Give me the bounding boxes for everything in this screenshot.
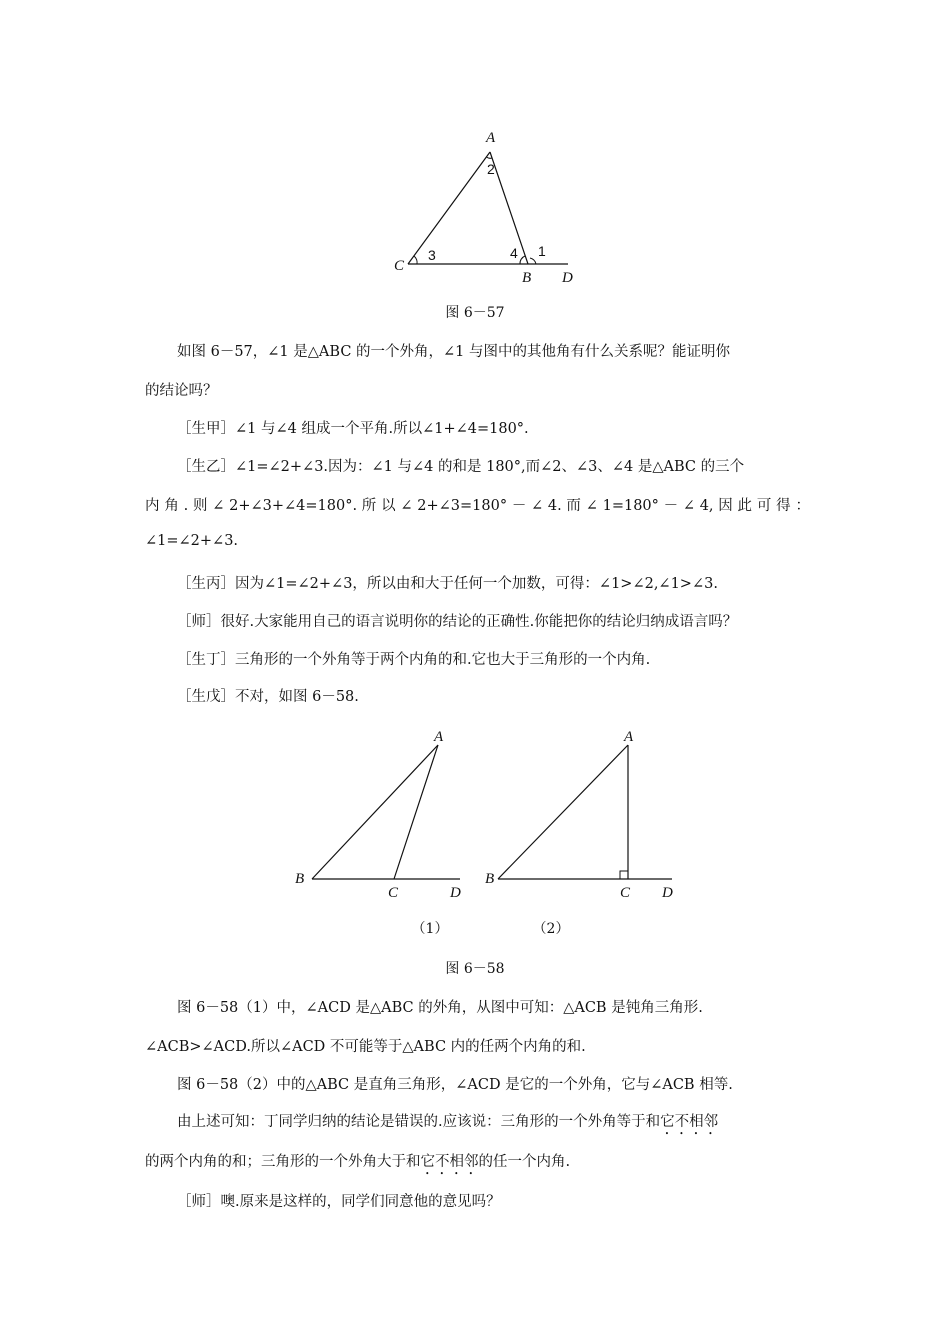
- conclusion-line-2: [145, 1150, 810, 1178]
- vertex-label-a: A: [486, 130, 496, 146]
- segment-ab: [490, 152, 528, 264]
- vertex-label-b: B: [522, 270, 532, 286]
- teacher-line-1: ［师］很好.大家能用自己的语言说明你的结论的正确性.你能把你的结论归纳成语言吗？: [177, 614, 738, 630]
- student-ding: ［生丁］三角形的一个外角等于两个内角的和.它也大于三角形的一个内角.: [177, 652, 651, 668]
- figure-6-58-1: [290, 725, 470, 905]
- student-bing: ［生丙］因为∠1=∠2+∠3，所以由和大于任何一个加数，可得：∠1>∠2,∠1>∠3.: [177, 576, 718, 592]
- vertex-label-c: C: [388, 885, 399, 901]
- angle-label-1: 1: [538, 243, 546, 259]
- question-line-2: 的结论吗？: [145, 383, 218, 399]
- student-jia: ［生甲］∠1 与∠4 组成一个平角.所以∠1+∠4=180°.: [177, 421, 529, 437]
- figure-6-58-2-caption: （2）: [532, 921, 570, 937]
- student-yi-line-3: ∠1=∠2+∠3.: [145, 533, 239, 549]
- vertex-label-d: D: [450, 885, 461, 901]
- vertex-label-b: B: [485, 871, 495, 887]
- conclusion-text-3: 的任一个内角.: [478, 1154, 571, 1170]
- figure-6-57-caption: 图 6－57: [445, 305, 505, 321]
- teacher-line-2: ［师］噢.原来是这样的，同学们同意他的意见吗？: [177, 1194, 501, 1210]
- emphasis-not-adjacent: 它不相邻: [660, 1114, 719, 1130]
- question-line-1: 如图 6－57，∠1 是△ABC 的一个外角，∠1 与图中的其他角有什么关系呢？能证明你: [177, 344, 731, 360]
- vertex-label-d: D: [562, 270, 573, 286]
- segment-ca: [394, 745, 438, 879]
- angle-mark-3: [414, 256, 417, 264]
- figure-6-58-2: [484, 725, 684, 905]
- angle-label-2: 2: [487, 161, 495, 177]
- analysis-line-1: 图 6－58（1）中，∠ACD 是△ABC 的外角，从图中可知：△ACB 是钝角三角形.: [177, 1000, 703, 1016]
- segment-ba: [312, 745, 438, 879]
- angle-label-3: 3: [428, 247, 436, 263]
- figure-6-57: [380, 120, 600, 295]
- vertex-label-c: C: [620, 885, 631, 901]
- analysis-line-2: ∠ACB>∠ACD.所以∠ACD 不可能等于△ABC 内的任两个内角的和.: [145, 1039, 586, 1055]
- vertex-label-c: C: [394, 258, 405, 274]
- vertex-label-b: B: [295, 871, 305, 887]
- angle-mark-1: [530, 258, 536, 264]
- analysis-line-3: 图 6－58（2）中的△ABC 是直角三角形，∠ACD 是它的一个外角，它与∠ACB 相等.: [177, 1077, 733, 1093]
- conclusion-line-1: [145, 1110, 810, 1138]
- angle-label-4: 4: [510, 245, 518, 261]
- segment-ba: [498, 745, 628, 879]
- conclusion-text-2: 的两个内角的和；三角形的一个外角大于和: [145, 1154, 421, 1170]
- student-yi-line-1: ［生乙］∠1=∠2+∠3.因为：∠1 与∠4 的和是 180°,而∠2、∠3、∠4 是△ABC 的三个: [177, 459, 745, 475]
- vertex-label-a: A: [624, 729, 634, 745]
- figure-6-58-1-caption: （1）: [411, 921, 449, 937]
- conclusion-text-1: 由上述可知：丁同学归纳的结论是错误的.应该说：三角形的一个外角等于和: [177, 1114, 661, 1130]
- vertex-label-d: D: [662, 885, 673, 901]
- vertex-label-a: A: [434, 729, 444, 745]
- figure-6-58-caption: 图 6－58: [445, 961, 505, 977]
- angle-mark-4: [520, 256, 525, 264]
- student-yi-line-2: 内 角 . 则 ∠ 2+∠3+∠4=180°. 所 以 ∠ 2+∠3=180° － ∠ 4. 而 ∠ 1=180° － ∠ 4, 因 此 可 得 ：: [145, 498, 810, 514]
- right-angle-mark: [620, 871, 628, 879]
- student-wu: ［生戊］不对，如图 6－58.: [177, 689, 359, 705]
- segment-ca: [408, 152, 490, 264]
- emphasis-not-adjacent: 它不相邻: [420, 1154, 479, 1170]
